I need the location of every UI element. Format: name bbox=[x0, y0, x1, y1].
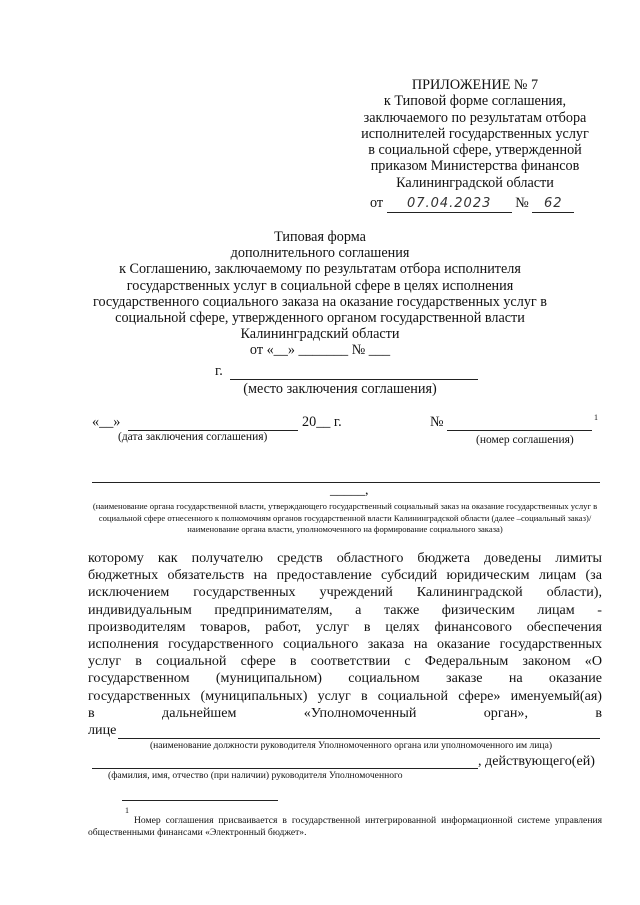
agreement-number-underline bbox=[447, 430, 592, 431]
place-caption: (место заключения соглашения) bbox=[243, 381, 437, 397]
body-line: индивидуальным предпринимателям, а также физическим лицам - bbox=[88, 601, 602, 618]
city-prefix: г. bbox=[215, 363, 223, 379]
fio-caption: (фамилия, имя, отчество (при наличии) руководителя Уполномоченного bbox=[108, 770, 403, 781]
fio-underline bbox=[92, 768, 478, 769]
agreement-date-open: «__» bbox=[92, 414, 121, 430]
form-title-line: Типовая форма bbox=[274, 229, 366, 245]
appendix-line: к Типовой форме соглашения, bbox=[383, 93, 567, 110]
appendix-line: заключаемого по результатам отбора bbox=[363, 109, 587, 126]
handwritten-number: 62 bbox=[532, 195, 574, 213]
form-title-line: Калининградский области bbox=[240, 326, 400, 343]
form-title-line: государственных услуг в социальной сфере в целях исполнения bbox=[126, 277, 514, 294]
footnote-separator bbox=[122, 800, 278, 801]
form-date-line: от «__» _______ № ___ bbox=[249, 342, 391, 359]
city-underline bbox=[230, 379, 478, 380]
body-line: производителям товаров, работ, услуг в целях финансового обеспечения bbox=[88, 618, 602, 635]
form-title bbox=[70, 229, 570, 359]
appendix-line: приказом Министерства финансов bbox=[370, 158, 580, 175]
body-line: государственных (муниципальных) услуг в социальной сфере» именуемый(ая) bbox=[88, 687, 602, 704]
footnote-text: Номер соглашения присваивается в государственной интегрированной информационной системе управления общественными финансами «Электронный бюджет». bbox=[88, 815, 602, 838]
agreement-number-sign: № bbox=[430, 414, 444, 430]
acting-suffix: , действующего(ей) bbox=[478, 753, 595, 769]
appendix-line: исполнителей государственных услуг bbox=[361, 125, 589, 142]
footnote-ref: 1 bbox=[594, 413, 598, 422]
body-line: государственном (муниципальном) социальном заказе на оказание bbox=[88, 670, 602, 687]
appendix-line: Калининградской области bbox=[396, 174, 554, 191]
form-title-line: дополнительного соглашения bbox=[230, 245, 410, 262]
body-line: в дальнейшем «Уполномоченный орган», в bbox=[88, 704, 602, 721]
appendix-date-line bbox=[370, 195, 620, 213]
appendix-title: ПРИЛОЖЕНИЕ № 7 bbox=[411, 77, 539, 93]
appendix-header bbox=[330, 77, 620, 191]
agreement-year: 20__ г. bbox=[302, 414, 342, 430]
handwritten-date: 07.04.2023 bbox=[387, 195, 512, 213]
face-underline bbox=[118, 738, 600, 739]
body-line: услуг в социальной сфере в соответствии с Федеральным законом «О bbox=[88, 653, 602, 670]
face-caption: (наименование должности руководителя Уполномоченного органа или уполномоченного им лица) bbox=[149, 740, 553, 751]
form-title-line: социальной сфере, утвержденного органом государственной власти bbox=[115, 310, 525, 327]
face-prefix: лице bbox=[88, 722, 117, 738]
date-prefix: от bbox=[370, 195, 384, 211]
body-line: исполнения государственного социального заказа на оказание государственных bbox=[88, 636, 602, 653]
number-prefix: № bbox=[515, 195, 529, 211]
body-line: бюджетных обязательств на предоставление субсидий юридическим лицам (за bbox=[88, 567, 602, 584]
footnote-mark: 1 bbox=[125, 806, 129, 815]
body-line: исключением государственных учреждений Калининградской области), bbox=[88, 584, 602, 601]
authority-caption: (наименование органа государственной власти, утверждающего государственный социальный заказ на оказание государственных услуг в социальной сфере отнесенного к полномочиям органов государственной власти Калининградской области (далее –социальный заказ)/наименование органа власти, уполномоченного на формирование социального заказа) bbox=[92, 501, 598, 535]
form-title-line: к Соглашению, заключаемому по результатам отбора исполнителя bbox=[119, 261, 521, 278]
appendix-line: в социальной сфере, утвержденной bbox=[368, 142, 582, 159]
agreement-date-caption: (дата заключения соглашения) bbox=[118, 431, 268, 443]
form-title-line: государственного социального заказа на оказание государственных услуг в bbox=[93, 293, 547, 310]
body-paragraph bbox=[88, 550, 602, 722]
agreement-number-caption: (номер соглашения) bbox=[476, 434, 574, 446]
body-line: которому как получателю средств областного бюджета доведены лимиты bbox=[88, 550, 602, 566]
authority-comma-line: _____, bbox=[330, 483, 369, 498]
